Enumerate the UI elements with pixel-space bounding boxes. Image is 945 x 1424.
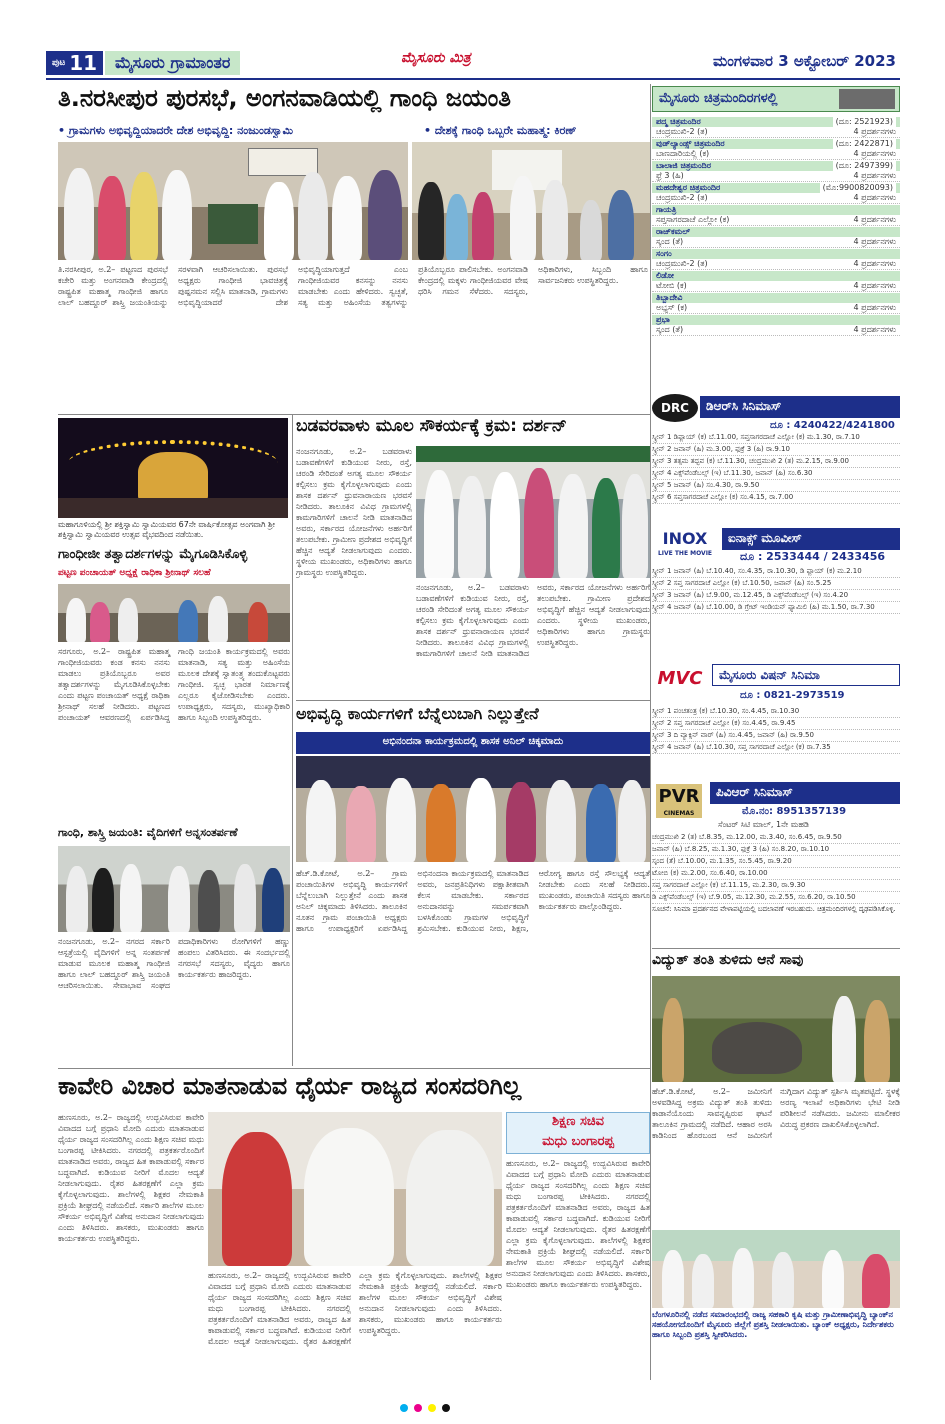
theatre-phone: (ದೂ: 2422871) <box>833 139 896 149</box>
column-rule <box>292 414 293 1066</box>
theatre-name: ಮಹದೇಶ್ವರ ಚಿತ್ರಮಂದಿರ <box>656 183 721 192</box>
theatre-tibbadevi <box>652 292 900 314</box>
lead-headline: ತಿ.ನರಸೀಪುರ ಪುರಸಭೆ, ಅಂಗನವಾಡಿಯಲ್ಲಿ ಗಾಂಧಿ ಜಯಂತಿ <box>58 84 512 112</box>
theatre-name: ತಿಬ್ಬಾದೇವಿ <box>656 293 683 302</box>
theatre-lido <box>652 270 900 292</box>
schedule-line: ಸ್ಕ್ರೀನ್ 3 ತತ್ಸಮ ತದ್ಭವ (ಕ) ಬೆ.11.30, ಚಂದ್ರಮುಖಿ 2 (ತ) ಮ.2.15, ರಾ.9.00 <box>652 456 900 468</box>
temple-caption: ಮಹಾಗೂಳಿಯಲ್ಲಿ ಶ್ರೀ ಶಕ್ತಿಸ್ವಾಮಿ ಸ್ವಾಮಿಯವರ 67ನೇ ವಾರ್ಷಿಕೋತ್ಸವ ಅಂಗವಾಗಿ ಶ್ರೀ ಶಕ್ತಿಸ್ವಾಮಿ ಸ್ವಾಮಿಯವರ ಉತ್ಸವ ವೈಭವದಿಂದ ನಡೆಯಿತು. <box>58 520 276 539</box>
theatre-mahadeshwara <box>652 182 900 204</box>
shows-count: 4 ಪ್ರದರ್ಶನಗಳು <box>853 193 896 202</box>
drc-phone: ದೂ : 4240422/4241800 <box>770 420 895 431</box>
film-title: ಬಾಣದಾರಿಯಲ್ಲಿ (ಕ) <box>656 149 710 158</box>
pvr-logo-sub: CINEMAS <box>656 808 702 818</box>
shastri-body: ನಂಜನಗೂಡು, ಅ.2– ನಗರದ ಸರ್ಕಾರಿ ಆಸ್ಪತ್ರೆಯಲ್ಲಿ ವೈದಿಗಳಿಗೆ ಅನ್ನ ಸಂತರ್ಪಣೆ ಮಾಡುವ ಮೂಲಕ ಮಹಾತ್ಮ ಗಾಂಧೀಜಿ ಹಾಗೂ ಲಾಲ್ ಬಹದ್ದೂರ್ ಶಾಸ್ತ್ರಿ ಜಯಂತಿ ಆಚರಿಸಲಾಯಿತು. ಸೇವಾಭಾವ ಸಂಘದ ಪದಾಧಿಕಾರಿಗಳು ರೋಗಿಗಳಿಗೆ ಹಣ್ಣು ಹಂಪಲು ವಿತರಿಸಿದರು. ಈ ಸಂದರ್ಭದಲ್ಲಿ ನಗರಸಭೆ ಸದಸ್ಯರು, ವೈದ್ಯರು ಹಾಗೂ ಕಾರ್ಯಕರ್ತರು ಹಾಜರಿದ್ದರು. <box>58 937 290 990</box>
pvr-note: ಸೂಚನೆ: ಸಿನಿಮಾ ಪ್ರದರ್ಶನದ ವೇಳಾಪಟ್ಟಿಯಲ್ಲಿ ಬದಲಾವಣೆ ಇರಬಹುದು. ಚಿತ್ರಮಂದಿರಗಳಲ್ಲಿ ದೃಢಪಡಿಸಿಕೊಳ್ಳಿ. <box>652 905 896 913</box>
schedule-line: ಡಿ ಎಕ್ಸ್‌ಪೆಂಡೆಬಲ್ಸ್ (ಇ) ಬೆ.9.05, ಮ.12.30, ಮ.2.55, ಸಂ.6.20, ರಾ.10.50 <box>652 892 900 904</box>
darshan-photo <box>416 446 650 578</box>
schedule-line: ಸ್ಕ್ರೀನ್ 4 ಜವಾನ್ (ಹಿ) ಬೆ.10.00, ಡಿ ಗ್ರೇಟ್ ಇಂಡಿಯನ್ ಫ್ಯಾಮಿಲಿ (ಹಿ) ಮ.1.50, ರಾ.7.30 <box>652 602 900 614</box>
theatre-name: ಲಿಡೋ <box>656 271 674 280</box>
shows-count: 4 ಪ್ರದರ್ಶನಗಳು <box>853 259 896 268</box>
darshan-body-col2: ನಂಜನಗೂಡು, ಅ.2– ಬಡವರಾಳು ಬಡಾವಣೆಗಳಿಗೆ ಕುಡಿಯುವ ನೀರು, ರಸ್ತೆ, ಚರಂಡಿ ಸೇರಿದಂತೆ ಅಗತ್ಯ ಮೂಲ ಸೌಕರ್ಯ ಕಲ್ಪಿಸಲು ಕ್ರಮ ಕೈಗೊಳ್ಳಲಾಗುವುದು ಎಂದು ಶಾಸಕ ದರ್ಶನ್ ಧ್ರುವನಾರಾಯಣ ಭರವಸೆ ನೀಡಿದರು. ತಾಲೂಕಿನ ವಿವಿಧ ಗ್ರಾಮಗಳಲ್ಲಿ ಕಾಮಗಾರಿಗಳಿಗೆ ಚಾಲನೆ ನೀಡಿ ಮಾತನಾಡಿದ ಅವರು, ಸರ್ಕಾರದ ಯೋಜನೆಗಳು ಅರ್ಹರಿಗೆ ತಲುಪಬೇಕು. ಗ್ರಾಮೀಣ ಪ್ರದೇಶದ ಅಭಿವೃದ್ಧಿಗೆ ಹೆಚ್ಚಿನ ಆದ್ಯತೆ ನೀಡಲಾಗುವುದು ಎಂದರು. ಸ್ಥಳೀಯ ಮುಖಂಡರು, ಅಧಿಕಾರಿಗಳು ಹಾಗೂ ಗ್ರಾಮಸ್ಥರು ಉಪಸ್ಥಿತರಿದ್ದರು. <box>416 583 650 658</box>
mvc-schedule <box>652 706 900 754</box>
theatre-phone: (ದೂ: 2521923) <box>833 117 896 127</box>
theatre-name: ಗಾಯತ್ರಿ <box>656 205 677 214</box>
schedule-line: ಟೋಬಿ (ಕ) ಮ.2.00, ಸಂ.6.40, ರಾ.10.00 <box>652 868 900 880</box>
film-title: ಸ್ಕಂದ (ತೆ) <box>656 325 684 334</box>
theatre-balaji <box>652 160 900 182</box>
kaveri-quote-speaker <box>506 1112 650 1152</box>
shastri-photo <box>58 846 290 932</box>
schedule-line: ಸ್ಕ್ರೀನ್ 6 ಸಪ್ತಸಾಗರದಾಚೆ ಎಲ್ಲೋ (ಕ) ಸಂ.4.15, ರಾ.7.00 <box>652 492 900 504</box>
inox-phone: ದೂ : 2533444 / 2433456 <box>740 550 886 563</box>
schedule-line: ಚಂದ್ರಮುಖಿ 2 (ತ) ಬೆ.8.35, ಮ.12.00, ಮ.3.40, ಸಂ.6.45, ರಾ.9.50 <box>652 832 900 844</box>
lead-subhead-right: • ದೇಶಕ್ಕೆ ಗಾಂಧಿ ಒಬ್ಬರೇ ಮಹಾತ್ಮ: ಕಿರಣ್ <box>424 124 577 137</box>
film-title: ಫ್ರೆ 3 (ಹಿ) <box>656 171 684 180</box>
film-title: ಸಪ್ತಸಾಗರದಾಚೆ ಎಲ್ಲೋ (ಕ) <box>656 215 730 224</box>
kaveri-body-col1: ಹುಣಸೂರು, ಅ.2– ರಾಜ್ಯದಲ್ಲಿ ಉದ್ಭವಿಸಿರುವ ಕಾವೇರಿ ವಿವಾದದ ಬಗ್ಗೆ ಪ್ರಧಾನಿ ಮೋದಿ ಎದುರು ಮಾತನಾಡುವ ಧೈರ್ಯ ರಾಜ್ಯದ ಸಂಸದರಿಗಿಲ್ಲ ಎಂದು ಶಿಕ್ಷಣ ಸಚಿವ ಮಧು ಬಂಗಾರಪ್ಪ ಟೀಕಿಸಿದರು. ನಗರದಲ್ಲಿ ಪತ್ರಕರ್ತರೊಂದಿಗೆ ಮಾತನಾಡಿದ ಅವರು, ರಾಜ್ಯದ ಹಿತ ಕಾಪಾಡುವಲ್ಲಿ ಸರ್ಕಾರ ಬದ್ಧವಾಗಿದೆ. ಕುಡಿಯುವ ನೀರಿಗೆ ಮೊದಲ ಆದ್ಯತೆ ನೀಡಲಾಗುವುದು. ರೈತರ ಹಿತರಕ್ಷಣೆಗೆ ಎಲ್ಲಾ ಕ್ರಮ ಕೈಗೊಳ್ಳಲಾಗುವುದು. ಶಾಲೆಗಳಲ್ಲಿ ಶಿಕ್ಷಕರ ನೇಮಕಾತಿ ಪ್ರಕ್ರಿಯೆ ಶೀಘ್ರದಲ್ಲಿ ನಡೆಯಲಿದೆ. ಸರ್ಕಾರಿ ಶಾಲೆಗಳ ಮೂಲ ಸೌಕರ್ಯ ಅಭಿವೃದ್ಧಿಗೆ ವಿಶೇಷ ಅನುದಾನ ನೀಡಲಾಗುವುದು ಎಂದು ತಿಳಿಸಿದರು. ಶಾಸಕರು, ಮುಖಂಡರು ಹಾಗೂ ಕಾರ್ಯಕರ್ತರು ಉಪಸ್ಥಿತರಿದ್ದರು. <box>58 1113 204 1243</box>
film-title: ಟೋಬಿ (ಕ) <box>656 281 687 290</box>
mvc-name: ಮೈಸೂರು ವಿಷನ್ ಸಿನಿಮಾ <box>712 664 900 686</box>
schedule-line: ಸ್ಕ್ರೀನ್ 3 ದಿ ವ್ಯಾಕ್ಸಿನ್ ವಾರ್ (ಹಿ) ಸಂ.4.45, ಜವಾನ್ (ಹಿ) ರಾ.9.50 <box>652 730 900 742</box>
page-label: ಪುಟ <box>52 58 66 68</box>
schedule-line: ಸ್ಕ್ರೀನ್ 2 ಸಪ್ತ ಸಾಗರದಾಚೆ ಎಲ್ಲೋ (ಕ) ಬೆ.10.50, ಜವಾನ್ (ಹಿ) ಸಂ.5.25 <box>652 578 900 590</box>
theatre-name: ಬಾಲಾಜಿ ಚಿತ್ರಮಂದಿರ <box>656 161 711 170</box>
schedule-line: ಸಪ್ತ ಸಾಗರದಾಚೆ ಎಲ್ಲೋ (ಕ) ಬೆ.11.15, ಮ.2.30, ರಾ.9.30 <box>652 880 900 892</box>
film-title: ಚಂದ್ರಮುಖಿ-2 (ತ) <box>656 127 708 136</box>
inox-logo-text: INOX <box>662 528 708 548</box>
gandhi-headline: ಗಾಂಧೀಜೀ ತತ್ವಾದರ್ಶಗಳನ್ನು ಮೈಗೂಡಿಸಿಕೊಳ್ಳಿ <box>58 547 248 562</box>
row-rule <box>652 948 900 949</box>
shows-count: 4 ಪ್ರದರ್ಶನಗಳು <box>853 303 896 312</box>
shows-count: 4 ಪ್ರದರ್ಶನಗಳು <box>853 171 896 180</box>
kaveri-headline: ಕಾವೇರಿ ವಿಚಾರ ಮಾತನಾಡುವ ಧೈರ್ಯ ರಾಜ್ಯದ ಸಂಸದರಿಗಿಲ್ಲ <box>58 1072 522 1100</box>
schedule-line: ಜವಾನ್ (ಹಿ) ಬೆ.8.25, ಮ.1.30, ಫುಕ್ರೆ 3 (ಹಿ) ಸಂ.8.20, ರಾ.10.10 <box>652 844 900 856</box>
schedule-line: ಸ್ಕ್ರೀನ್ 2 ಸಪ್ತ ಸಾಗರದಾಚೆ ಎಲ್ಲೋ (ಕ) ಸಂ.4.45, ರಾ.9.45 <box>652 718 900 730</box>
shastri-headline: ಗಾಂಧಿ, ಶಾಸ್ತ್ರಿ ಜಯಂತಿ: ವೈದಿಗಳಿಗೆ ಅನ್ನಸಂತರ್ಪಣೆ <box>58 826 238 839</box>
elephant-headline: ವಿದ್ಯುತ್ ತಂತಿ ತುಳಿದು ಆನೆ ಸಾವು <box>652 952 804 968</box>
shows-count: 4 ಪ್ರದರ್ಶನಗಳು <box>853 149 896 158</box>
lead-photo-left <box>58 142 408 260</box>
row-rule <box>58 414 650 415</box>
theatre-padma <box>652 116 900 138</box>
anil-photo <box>296 756 650 862</box>
registration-mark <box>428 1404 436 1412</box>
registration-mark <box>400 1404 408 1412</box>
registration-mark <box>442 1404 450 1412</box>
inox-name: ಐನಾಕ್ಸ್ ಮೂವೀಸ್ <box>722 528 900 550</box>
gandhi-photo <box>58 584 290 642</box>
lead-subhead-left: • ಗ್ರಾಮಗಳು ಅಭಿವೃದ್ಧಿಯಾದರೇ ದೇಶ ಅಭಿವೃದ್ಧಿ: ನಂಜುಂಡಸ್ವಾಮಿ <box>58 124 294 137</box>
shows-count: 4 ಪ್ರದರ್ಶನಗಳು <box>853 281 896 290</box>
drc-logo: DRC <box>652 394 698 422</box>
mvc-phone: ದೂ : 0821-2973519 <box>740 690 845 701</box>
theatre-phone: (ದೂ: 2497399) <box>833 161 896 171</box>
schedule-line: ಸ್ಕ್ರೀನ್ 5 ಜವಾನ್ (ಹಿ) ಸಂ.4.30, ರಾ.9.50 <box>652 480 900 492</box>
gandhi-subhead: ಪಟ್ಟಣ ಪಂಚಾಯತ್ ಅಧ್ಯಕ್ಷೆ ರಾಧಿಕಾ ಶ್ರೀನಾಥ್ ಸಲಹೆ <box>58 568 211 578</box>
theatre-phone: (ಮೊ:9900820093) <box>820 183 896 193</box>
schedule-line: ಸ್ಕ್ರೀನ್ 3 ಜವಾನ್ (ಹಿ) ಬೆ.9.00, ಮ.12.45, ಡಿ ಎಕ್ಸ್‌ಪೆಂಡೆಬಲ್ಸ್ (ಇ) ಸಂ.4.20 <box>652 590 900 602</box>
film-title: ಅಭ್ಯಸ್ (ಕ) <box>656 303 688 312</box>
pvr-address: ಸೆಂಟರ್ ಸಿಟಿ ಮಾಲ್, 1ನೇ ಮಹಡಿ <box>718 820 809 829</box>
row-rule <box>296 700 650 701</box>
shows-count: 4 ಪ್ರದರ್ಶನಗಳು <box>853 237 896 246</box>
page-number: 11 <box>69 51 98 75</box>
schedule-line: ಸ್ಕ್ರೀನ್ 1 ಪಂಚತಂತ್ರ (ಕ) ಬೆ.10.30, ಸಂ.4.45, ರಾ.10.30 <box>652 706 900 718</box>
kaveri-quote-line: ಶಿಕ್ಷಣ ಸಚಿವ <box>552 1114 604 1129</box>
theatre-woodlands <box>652 138 900 160</box>
film-title: ಚಂದ್ರಮುಖಿ-2 (ತ) <box>656 259 708 268</box>
award-caption: ಬೆಂಗಳೂರಿನಲ್ಲಿ ನಡೆದ ಸಮಾರಂಭದಲ್ಲಿ ರಾಜ್ಯ ಸಹಕಾರಿ ಕೃಷಿ ಮತ್ತು ಗ್ರಾಮೀಣಾಭಿವೃದ್ಧಿ ಬ್ಯಾಂಕ್‌ನ ಸಹಯೋಗದೊಂದಿಗೆ ಮೈಸೂರು ಜಿಲ್ಲೆಗೆ ಪ್ರಶಸ್ತಿ ನೀಡಲಾಯಿತು. ಬ್ಯಾಂಕ್ ಅಧ್ಯಕ್ಷರು, ನಿರ್ದೇಶಕರು ಹಾಗೂ ಸಿಬ್ಬಂದಿ ಪ್ರಶಸ್ತಿ ಸ್ವೀಕರಿಸಿದರು. <box>652 1310 894 1339</box>
registration-mark <box>414 1404 422 1412</box>
anil-body: ಹೆಚ್.ಡಿ.ಕೋಟೆ, ಅ.2– ಗ್ರಾಮ ಪಂಚಾಯಿತಿಗಳ ಅಭಿವೃದ್ಧಿ ಕಾರ್ಯಗಳಿಗೆ ಬೆನ್ನೆಲುಬಾಗಿ ನಿಲ್ಲುತ್ತೇನೆ ಎಂದು ಶಾಸಕ ಅನಿಲ್ ಚಿಕ್ಕಮಾದು ತಿಳಿಸಿದರು. ತಾಲೂಕಿನ ನೂತನ ಗ್ರಾಮ ಪಂಚಾಯಿತಿ ಅಧ್ಯಕ್ಷರು ಹಾಗೂ ಉಪಾಧ್ಯಕ್ಷರಿಗೆ ಏರ್ಪಡಿಸಿದ್ದ ಅಭಿನಂದನಾ ಕಾರ್ಯಕ್ರಮದಲ್ಲಿ ಮಾತನಾಡಿದ ಅವರು, ಜನಪ್ರತಿನಿಧಿಗಳು ಪಕ್ಷಾತೀತವಾಗಿ ಕೆಲಸ ಮಾಡಬೇಕು. ಸರ್ಕಾರದ ಅನುದಾನವನ್ನು ಸಮರ್ಪಕವಾಗಿ ಬಳಸಿಕೊಂಡು ಗ್ರಾಮಗಳ ಅಭಿವೃದ್ಧಿಗೆ ಶ್ರಮಿಸಬೇಕು. ಕುಡಿಯುವ ನೀರು, ಶಿಕ್ಷಣ, ಆರೋಗ್ಯ ಹಾಗೂ ರಸ್ತೆ ಸೌಲಭ್ಯಕ್ಕೆ ಆದ್ಯತೆ ನೀಡಬೇಕು ಎಂದು ಸಲಹೆ ನೀಡಿದರು. ಮುಖಂಡರು, ಪಂಚಾಯಿತಿ ಸದಸ್ಯರು ಹಾಗೂ ಕಾರ್ಯಕರ್ತರು ಪಾಲ್ಗೊಂಡಿದ್ದರು. <box>296 869 650 933</box>
award-photo <box>652 1230 900 1308</box>
kaveri-body-col2: ಹುಣಸೂರು, ಅ.2– ರಾಜ್ಯದಲ್ಲಿ ಉದ್ಭವಿಸಿರುವ ಕಾವೇರಿ ವಿವಾದದ ಬಗ್ಗೆ ಪ್ರಧಾನಿ ಮೋದಿ ಎದುರು ಮಾತನಾಡುವ ಧೈರ್ಯ ರಾಜ್ಯದ ಸಂಸದರಿಗಿಲ್ಲ ಎಂದು ಶಿಕ್ಷಣ ಸಚಿವ ಮಧು ಬಂಗಾರಪ್ಪ ಟೀಕಿಸಿದರು. ನಗರದಲ್ಲಿ ಪತ್ರಕರ್ತರೊಂದಿಗೆ ಮಾತನಾಡಿದ ಅವರು, ರಾಜ್ಯದ ಹಿತ ಕಾಪಾಡುವಲ್ಲಿ ಸರ್ಕಾರ ಬದ್ಧವಾಗಿದೆ. ಕುಡಿಯುವ ನೀರಿಗೆ ಮೊದಲ ಆದ್ಯತೆ ನೀಡಲಾಗುವುದು. ರೈತರ ಹಿತರಕ್ಷಣೆಗೆ ಎಲ್ಲಾ ಕ್ರಮ ಕೈಗೊಳ್ಳಲಾಗುವುದು. ಶಾಲೆಗಳಲ್ಲಿ ಶಿಕ್ಷಕರ ನೇಮಕಾತಿ ಪ್ರಕ್ರಿಯೆ ಶೀಘ್ರದಲ್ಲಿ ನಡೆಯಲಿದೆ. ಸರ್ಕಾರಿ ಶಾಲೆಗಳ ಮೂಲ ಸೌಕರ್ಯ ಅಭಿವೃದ್ಧಿಗೆ ವಿಶೇಷ ಅನುದಾನ ನೀಡಲಾಗುವುದು ಎಂದು ತಿಳಿಸಿದರು. ಶಾಸಕರು, ಮುಖಂಡರು ಹಾಗೂ ಕಾರ್ಯಕರ್ತರು ಉಪಸ್ಥಿತರಿದ್ದರು. <box>208 1271 502 1346</box>
pvr-name: ಪಿವಿಆರ್ ಸಿನಿಮಾಸ್ <box>710 782 900 804</box>
masthead: ಮೈಸೂರು ಮಿತ್ರ <box>401 50 471 66</box>
shows-count: 4 ಪ್ರದರ್ಶನಗಳು <box>853 127 896 136</box>
inox-schedule <box>652 566 900 614</box>
cinema-title <box>652 86 900 112</box>
pvr-logo-text: PVR <box>656 784 702 808</box>
issue-date: ಮಂಗಳವಾರ 3 ಅಕ್ಟೋಬರ್ 2023 <box>712 52 896 70</box>
theatre-prabha <box>652 314 900 336</box>
film-title: ಸ್ಕಂದ (ತೆ) <box>656 237 684 246</box>
schedule-line: ಸ್ಕ್ರೀನ್ 4 ಜವಾನ್ (ಹಿ) ಬೆ.10.30, ಸಪ್ತ ಸಾಗರದಾಚೆ ಎಲ್ಲೋ (ಕ) ರಾ.7.35 <box>652 742 900 754</box>
anil-headline: ಅಭಿವೃದ್ಧಿ ಕಾರ್ಯಗಳಿಗೆ ಬೆನ್ನೆಲುಬಾಗಿ ನಿಲ್ಲುತ್ತೇನೆ <box>296 704 539 723</box>
drc-name: ಡಿಆರ್‌ಸಿ ಸಿನಿಮಾಸ್ <box>700 396 900 418</box>
schedule-line: ಸ್ಕ್ರೀನ್ 1 ಡಿಫ್ಲಾಯ್ (ಕ) ಬೆ.11.00, ಸಪ್ತಸಾಗರದಾಚೆ ಎಲ್ಲೋ (ಕ) ಮ.1.30, ರಾ.7.10 <box>652 432 900 444</box>
schedule-line: ಸ್ಕ್ರೀನ್ 2 ಜವಾನ್ (ಹಿ) ಮ.3.00, ಫುಕ್ರೆ 3 (ಹಿ) ರಾ.9.10 <box>652 444 900 456</box>
theatre-name: ಪ್ರಭಾ <box>656 315 670 324</box>
page-header <box>46 50 896 76</box>
anil-kicker: ಅಭಿನಂದನಾ ಕಾರ್ಯಕ್ರಮದಲ್ಲಿ ಶಾಸಕ ಅನಿಲ್ ಚಿಕ್ಕಮಾದು <box>296 732 650 754</box>
theatre-name: ರಾಜ್‌ಕಮಲ್ <box>656 227 691 236</box>
kaveri-photo <box>208 1112 502 1266</box>
film-title: ಚಂದ್ರಮುಖಿ-2 (ತ) <box>656 193 708 202</box>
kaveri-quote-line: ಮಧು ಬಂಗಾರಪ್ಪ <box>542 1134 614 1149</box>
mvc-logo: MVC <box>657 667 703 689</box>
pvr-phone: ಮೊ.ನಂ: 8951357139 <box>742 806 847 817</box>
shows-count: 4 ಪ್ರದರ್ಶನಗಳು <box>853 325 896 334</box>
kaveri-body-col3: ಹುಣಸೂರು, ಅ.2– ರಾಜ್ಯದಲ್ಲಿ ಉದ್ಭವಿಸಿರುವ ಕಾವೇರಿ ವಿವಾದದ ಬಗ್ಗೆ ಪ್ರಧಾನಿ ಮೋದಿ ಎದುರು ಮಾತನಾಡುವ ಧೈರ್ಯ ರಾಜ್ಯದ ಸಂಸದರಿಗಿಲ್ಲ ಎಂದು ಶಿಕ್ಷಣ ಸಚಿವ ಮಧು ಬಂಗಾರಪ್ಪ ಟೀಕಿಸಿದರು. ನಗರದಲ್ಲಿ ಪತ್ರಕರ್ತರೊಂದಿಗೆ ಮಾತನಾಡಿದ ಅವರು, ರಾಜ್ಯದ ಹಿತ ಕಾಪಾಡುವಲ್ಲಿ ಸರ್ಕಾರ ಬದ್ಧವಾಗಿದೆ. ಕುಡಿಯುವ ನೀರಿಗೆ ಮೊದಲ ಆದ್ಯತೆ ನೀಡಲಾಗುವುದು. ರೈತರ ಹಿತರಕ್ಷಣೆಗೆ ಎಲ್ಲಾ ಕ್ರಮ ಕೈಗೊಳ್ಳಲಾಗುವುದು. ಶಾಲೆಗಳಲ್ಲಿ ಶಿಕ್ಷಕರ ನೇಮಕಾತಿ ಪ್ರಕ್ರಿಯೆ ಶೀಘ್ರದಲ್ಲಿ ನಡೆಯಲಿದೆ. ಸರ್ಕಾರಿ ಶಾಲೆಗಳ ಮೂಲ ಸೌಕರ್ಯ ಅಭಿವೃದ್ಧಿಗೆ ವಿಶೇಷ ಅನುದಾನ ನೀಡಲಾಗುವುದು ಎಂದು ತಿಳಿಸಿದರು. ಶಾಸಕರು, ಮುಖಂಡರು ಹಾಗೂ ಕಾರ್ಯಕರ್ತರು ಉಪಸ್ಥಿತರಿದ್ದರು. <box>506 1159 650 1289</box>
gandhi-body: ಸರಗೂರು, ಅ.2– ರಾಷ್ಟ್ರಪಿತ ಮಹಾತ್ಮ ಗಾಂಧೀಜಿಯವರು ಕಂಡ ಕನಸು ನನಸು ಮಾಡಲು ಪ್ರತಿಯೊಬ್ಬರೂ ಅವರ ತತ್ವಾದರ್ಶಗಳನ್ನು ಮೈಗೂಡಿಸಿಕೊಳ್ಳಬೇಕು ಎಂದು ಪಟ್ಟಣ ಪಂಚಾಯತ್ ಅಧ್ಯಕ್ಷೆ ರಾಧಿಕಾ ಶ್ರೀನಾಥ್ ಸಲಹೆ ನೀಡಿದರು. ಪಟ್ಟಣದ ಪಂಚಾಯತ್ ಆವರಣದಲ್ಲಿ ಏರ್ಪಡಿಸಿದ್ದ ಗಾಂಧಿ ಜಯಂತಿ ಕಾರ್ಯಕ್ರಮದಲ್ಲಿ ಅವರು ಮಾತನಾಡಿ, ಸತ್ಯ ಮತ್ತು ಅಹಿಂಸೆಯ ಮೂಲಕ ದೇಶಕ್ಕೆ ಸ್ವಾತಂತ್ರ್ಯ ತಂದುಕೊಟ್ಟವರು ಗಾಂಧೀಜಿ. ಸ್ವಚ್ಛ ಭಾರತ ನಿರ್ಮಾಣಕ್ಕೆ ಎಲ್ಲರೂ ಕೈಜೋಡಿಸಬೇಕು ಎಂದರು. ಉಪಾಧ್ಯಕ್ಷರು, ಸದಸ್ಯರು, ಮುಖ್ಯಾಧಿಕಾರಿ ಹಾಗೂ ಸಿಬ್ಬಂದಿ ಉಪಸ್ಥಿತರಿದ್ದರು. <box>58 647 290 722</box>
pvr-schedule <box>652 832 900 904</box>
theatre-name: ಸಂಗಂ <box>656 249 672 258</box>
section-name: ಮೈಸೂರು ಗ್ರಾಮಾಂತರ <box>105 51 240 75</box>
lead-photo-right <box>412 142 650 260</box>
shows-count: 4 ಪ್ರದರ್ಶನಗಳು <box>853 215 896 224</box>
drc-schedule <box>652 432 900 504</box>
cinema-screen-icon <box>839 89 895 109</box>
theatre-rajkamal <box>652 226 900 248</box>
schedule-line: ಸ್ಕ್ರೀನ್ 4 ಎಕ್ಸ್‌ಪೆಂಡೆಬಲ್ಸ್ (ಇ) ಬೆ.11.30, ಜವಾನ್ (ಹಿ) ಸಂ.6.30 <box>652 468 900 480</box>
cinema-title-text: ಮೈಸೂರು ಚಿತ್ರಮಂದಿರಗಳಲ್ಲಿ <box>659 91 778 106</box>
elephant-body: ಹೆಚ್.ಡಿ.ಕೋಟೆ, ಅ.2– ಜಮೀನಿಗೆ ಅಳವಡಿಸಿದ್ದ ಅಕ್ರಮ ವಿದ್ಯುತ್ ತಂತಿ ತುಳಿದು ಕಾಡಾನೆಯೊಂದು ಸಾವನ್ನಪ್ಪಿರುವ ಘಟನೆ ತಾಲೂಕಿನ ಗ್ರಾಮದಲ್ಲಿ ನಡೆದಿದೆ. ಆಹಾರ ಅರಸಿ ಕಾಡಿನಿಂದ ಹೊರಬಂದ ಆನೆ ಜಮೀನಿಗೆ ನುಗ್ಗಿದಾಗ ವಿದ್ಯುತ್ ಸ್ಪರ್ಶಿಸಿ ಮೃತಪಟ್ಟಿದೆ. ಸ್ಥಳಕ್ಕೆ ಅರಣ್ಯ ಇಲಾಖೆ ಅಧಿಕಾರಿಗಳು ಭೇಟಿ ನೀಡಿ ಪರಿಶೀಲನೆ ನಡೆಸಿದರು. ಜಮೀನು ಮಾಲೀಕರ ವಿರುದ್ಧ ಪ್ರಕರಣ ದಾಖಲಿಸಿಕೊಳ್ಳಲಾಗಿದೆ. <box>652 1087 900 1140</box>
theatre-name: ಪದ್ಮ ಚಿತ್ರಮಂದಿರ <box>656 117 701 126</box>
darshan-headline: ಬಡವರವಾಳು ಮೂಲ ಸೌಕರ್ಯಕ್ಕೆ ಕ್ರಮ: ದರ್ಶನ್ <box>296 416 567 436</box>
theatre-name: ವುಡ್‌ಲ್ಯಾಂಡ್ಸ್ ಚಿತ್ರಮಂದಿರ <box>656 139 725 148</box>
inox-tagline: LIVE THE MOVIE <box>657 549 713 557</box>
elephant-photo <box>652 976 900 1082</box>
schedule-line: ಸ್ಕ್ರೀನ್ 1 ಜವಾನ್ (ಹಿ) ಬೆ.10.40, ಸಂ.4.35, ರಾ.10.30, ಡಿ ಫ್ಲಾಯ್ (ಕ) ಮ.2.10 <box>652 566 900 578</box>
theatre-list <box>652 116 900 336</box>
header-rule <box>46 78 900 80</box>
column-rule <box>650 84 651 1380</box>
theatre-gayatri <box>652 204 900 226</box>
page-number-box <box>46 51 103 75</box>
theatre-sangam <box>652 248 900 270</box>
lead-body: ತಿ.ನರಸೀಪುರ, ಅ.2– ಪಟ್ಟಣದ ಪುರಸಭೆ ಕಚೇರಿ ಮತ್ತು ಅಂಗನವಾಡಿ ಕೇಂದ್ರದಲ್ಲಿ ರಾಷ್ಟ್ರಪಿತ ಮಹಾತ್ಮ ಗಾಂಧೀಜಿ ಹಾಗೂ ಲಾಲ್ ಬಹದ್ದೂರ್ ಶಾಸ್ತ್ರಿ ಜಯಂತಿಯನ್ನು ಸರಳವಾಗಿ ಆಚರಿಸಲಾಯಿತು. ಪುರಸಭೆ ಅಧ್ಯಕ್ಷರು ಗಾಂಧೀಜಿ ಭಾವಚಿತ್ರಕ್ಕೆ ಪುಷ್ಪನಮನ ಸಲ್ಲಿಸಿ ಮಾತನಾಡಿ, ಗ್ರಾಮಗಳು ಅಭಿವೃದ್ಧಿಯಾದರೆ ದೇಶ ಅಭಿವೃದ್ಧಿಯಾಗುತ್ತದೆ ಎಂಬ ಗಾಂಧೀಜಿಯವರ ಕನಸನ್ನು ನನಸು ಮಾಡಬೇಕು ಎಂದು ಹೇಳಿದರು. ಸ್ವಚ್ಛತೆ, ಸತ್ಯ ಮತ್ತು ಅಹಿಂಸೆಯ ತತ್ವಗಳನ್ನು ಪ್ರತಿಯೊಬ್ಬರೂ ಪಾಲಿಸಬೇಕು. ಅಂಗನವಾಡಿ ಕೇಂದ್ರದಲ್ಲಿ ಮಕ್ಕಳು ಗಾಂಧೀಜಿಯವರ ವೇಷ ಧರಿಸಿ ಗಮನ ಸೆಳೆದರು. ಸದಸ್ಯರು, ಅಧಿಕಾರಿಗಳು, ಸಿಬ್ಬಂದಿ ಹಾಗೂ ಸಾರ್ವಜನಿಕರು ಉಪಸ್ಥಿತರಿದ್ದರು. <box>58 265 648 307</box>
darshan-body-col1: ನಂಜನಗೂಡು, ಅ.2– ಬಡವರಾಳು ಬಡಾವಣೆಗಳಿಗೆ ಕುಡಿಯುವ ನೀರು, ರಸ್ತೆ, ಚರಂಡಿ ಸೇರಿದಂತೆ ಅಗತ್ಯ ಮೂಲ ಸೌಕರ್ಯ ಕಲ್ಪಿಸಲು ಕ್ರಮ ಕೈಗೊಳ್ಳಲಾಗುವುದು ಎಂದು ಶಾಸಕ ದರ್ಶನ್ ಧ್ರುವನಾರಾಯಣ ಭರವಸೆ ನೀಡಿದರು. ತಾಲೂಕಿನ ವಿವಿಧ ಗ್ರಾಮಗಳಲ್ಲಿ ಕಾಮಗಾರಿಗಳಿಗೆ ಚಾಲನೆ ನೀಡಿ ಮಾತನಾಡಿದ ಅವರು, ಸರ್ಕಾರದ ಯೋಜನೆಗಳು ಅರ್ಹರಿಗೆ ತಲುಪಬೇಕು. ಗ್ರಾಮೀಣ ಪ್ರದೇಶದ ಅಭಿವೃದ್ಧಿಗೆ ಹೆಚ್ಚಿನ ಆದ್ಯತೆ ನೀಡಲಾಗುವುದು ಎಂದರು. ಸ್ಥಳೀಯ ಮುಖಂಡರು, ಅಧಿಕಾರಿಗಳು ಹಾಗೂ ಗ್ರಾಮಸ್ಥರು ಉಪಸ್ಥಿತರಿದ್ದರು. <box>296 447 412 577</box>
row-rule <box>58 1068 650 1069</box>
temple-photo <box>58 418 288 518</box>
schedule-line: ಸ್ಕಂದ (ತೆ) ಬೆ.10.00, ಮ.1.35, ಸಂ.5.45, ರಾ.9.20 <box>652 856 900 868</box>
